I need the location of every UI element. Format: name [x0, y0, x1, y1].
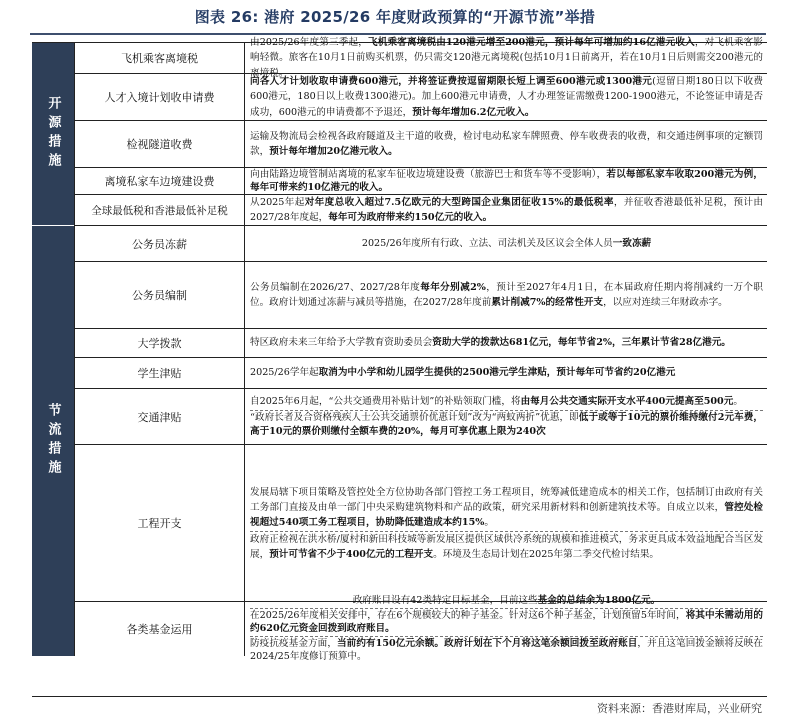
- item-talent-fee: 人才入境计划收申请费: [74, 74, 245, 121]
- item-works-expenditure: 工程开支: [74, 445, 245, 602]
- source-note: 资料来源：香港财库局，兴业研究: [597, 702, 762, 715]
- desc-works-expenditure: [245, 445, 767, 602]
- item-pay-freeze: 公务员冻薪: [74, 226, 245, 262]
- section-cut-spending: 节流措施: [32, 226, 74, 656]
- fund-usage-part-3: 防疫抗疫基金方面，当前约有150亿元余额。政府计划在下个月将这笔余额回拨至政府账目，并且这笔回拨金额将反映在2024/25年度修订预算中。: [250, 637, 764, 663]
- desc-civil-establishment: 公务员编制在2026/27、2027/28年度每年分别减2%，预计至2027年4月1日，在本届政府任期内将削减约一万个职位。政府计划通过冻薪与减员等措施，在2027/28年度前累计削减7%的经常性开支，以应对连续三年财政赤字。: [245, 262, 767, 329]
- desc-transport-subsidy: [245, 389, 767, 445]
- item-tunnel-fee: 检视隧道收费: [74, 121, 245, 168]
- item-fund-usage: 各类基金运用: [74, 602, 245, 656]
- works-expenditure-part-1: 发展局辖下项目策略及管控处全方位协助各部门管控工务工程项目，统筹减低建造成本的相关工作，包括制订由政府有关工务部门直接及由单一部门中央采购建筑物料和产品的政策，研究采用新材料和创新建筑技术等。自成立以来，管控处检视超过540项工务工程项目，协助降低建造成本约15%。: [250, 485, 763, 532]
- item-transport-subsidy: 交通津贴: [74, 389, 245, 445]
- item-civil-establishment: 公务员编制: [74, 262, 245, 329]
- fund-usage-part-1: 政府账目设有42类特定目标基金，目前这些基金的总结余为1800亿元。: [250, 594, 763, 609]
- item-university-funding: 大学拨款: [74, 329, 245, 358]
- desc-min-tax: 从2025年起对年度总收入超过7.5亿欧元的大型跨国企业集团征收15%的最低税率，并征收香港最低补足税，预计由2027/28年度起，每年可为政府带来约150亿元的收入。: [245, 195, 767, 226]
- section-open-source: 开源措施: [32, 43, 74, 226]
- desc-tunnel-fee: 运输及物流局会检视各政府隧道及主干道的收费，检讨电动私家车牌照费、停车收费表的收费，和交通违例事项的定额罚款，预计每年增加20亿港元收入。: [245, 121, 767, 168]
- item-min-tax: 全球最低税和香港最低补足税: [74, 195, 245, 226]
- transport-subsidy-part-2: “政府长者及合资格残疾人士公共交通票价优惠计划”改为“两蚊两折”优惠，即低于或等于10元的票价维持缴付2元车费，高于10元的票价则缴付全额车费的20%，每月可享优惠上限为240次: [250, 411, 763, 437]
- item-border-fee: 离境私家车边境建设费: [74, 168, 245, 195]
- desc-fund-usage: [245, 595, 767, 663]
- desc-university-funding: 特区政府未来三年给予大学教育资助委员会资助大学的拨款达681亿元，每年节省2%，三年累计节省28亿港元。: [245, 329, 767, 358]
- measures-table: [32, 36, 767, 697]
- desc-student-grant: 2025/26学年起取消为中小学和幼儿园学生提供的2500港元学生津贴，预计每年可节省约20亿港元: [245, 358, 767, 389]
- desc-departure-tax: 由2025/26年度第三季起，飞机乘客离境税由120港元增至200港元，预计每年可增加约16亿港元收入，对飞机乘客影响轻微。旅客在10月1日前购买机票，仍只需交120港元离境税(包括10月1日前离开，若在10月1日后则需交200港元的离境税。: [245, 43, 767, 74]
- desc-border-fee: 向由陆路边境管制站离境的私家车征收边境建设费（旅游巴士和货车等不受影响），若以每部私家车收取200港元为例，每年可带来约10亿港元的收入。: [245, 168, 767, 195]
- figure-title: 图表 26: 港府 2025/26 年度财政预算的“开源节流”举措: [194, 8, 596, 26]
- desc-talent-fee: 向各人才计划收取申请费600港元，并将签证费按逗留期限长短上调至600港元或1300港元(逗留日期180日以下收费600港元，180日以上收费1300港元)。加上600港元申请费，人才办理签证需缴费1200-1900港元，不论签证申请是否成功，600港元的申请费都不予退还，预计每年增加6.2亿元收入。: [245, 74, 767, 121]
- desc-pay-freeze: 2025/26年度所有行政、立法、司法机关及区议会全体人员一致冻薪: [245, 226, 767, 262]
- fund-usage-part-2: 在2025/26年度相关安排中，存在6个规模较大的种子基金。针对这6个种子基金，计划预留5年时间，将其中未需动用的约620亿元资金回拨到政府账目。: [250, 609, 763, 637]
- transport-subsidy-part-1: 自2025年6月起，“公共交通费用补贴计划”的补贴领取门槛，将由每月公共交通实际开支水平400元提高至500元。: [250, 395, 763, 411]
- item-student-grant: 学生津贴: [74, 358, 245, 389]
- works-expenditure-part-2: 政府正检视在洪水桥/厦村和新田科技城等新发展区提供区域供冷系统的规模和推进模式，务求更具成本效益地配合当区发展，预计可节省不少于400亿元的工程开支。环境及生态局计划在2025年第二季交代检讨结果。: [250, 533, 763, 560]
- item-departure-tax: 飞机乘客离境税: [74, 43, 245, 74]
